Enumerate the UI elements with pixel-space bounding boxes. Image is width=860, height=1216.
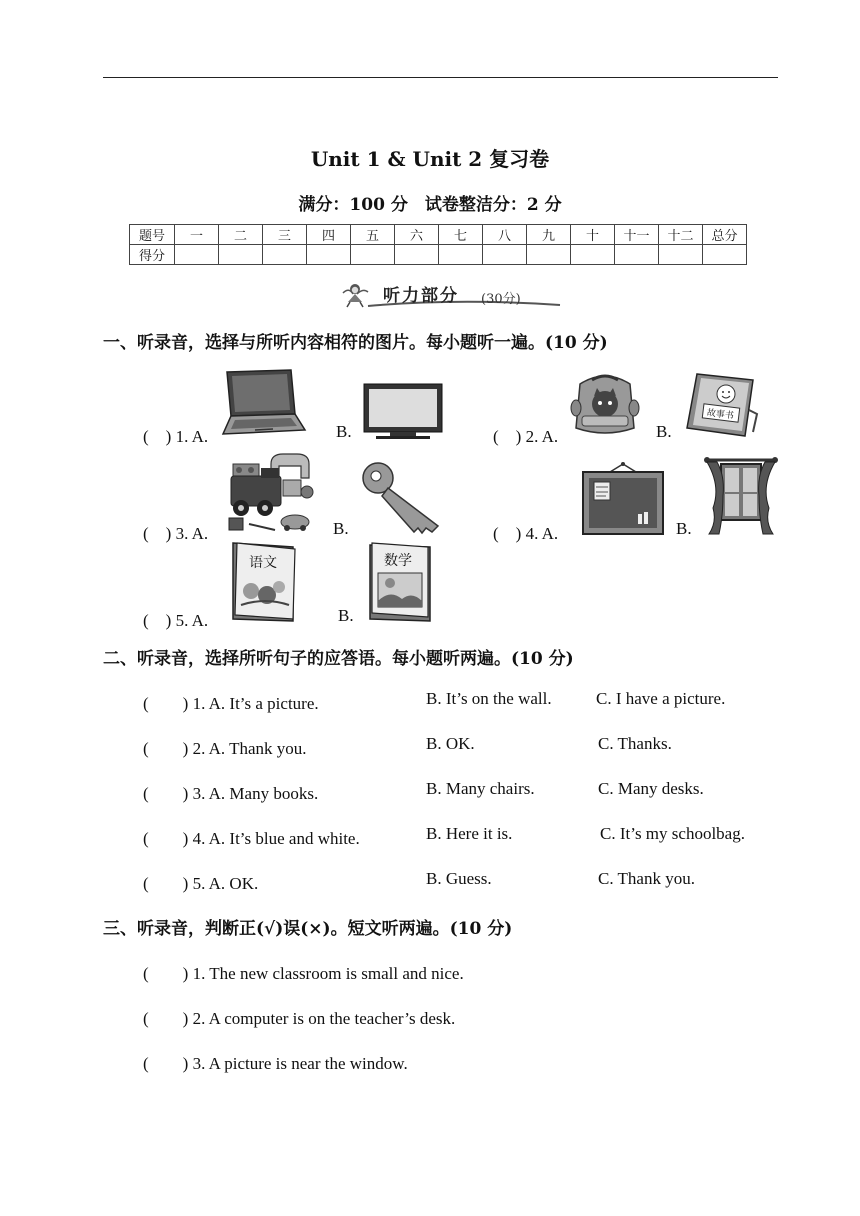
schoolbag-image bbox=[570, 370, 640, 438]
storybook-image bbox=[683, 370, 759, 440]
score-table-header-row bbox=[130, 225, 747, 245]
score-cell[interactable] bbox=[439, 245, 483, 265]
s2-q5-c: C. Thank you. bbox=[598, 869, 695, 888]
page-title: Unit 1 & Unit 2 复习卷 bbox=[310, 147, 550, 171]
table-cell: 八 bbox=[483, 225, 527, 245]
table-cell: 总分 bbox=[703, 225, 747, 245]
s3-q1: ( ) 1. The new classroom is small and nice. bbox=[143, 964, 464, 983]
banner-title: 听力部分 bbox=[383, 286, 459, 306]
top-rule bbox=[103, 77, 778, 78]
s3-q2: ( ) 2. A computer is on the teacher’s desk. bbox=[143, 1009, 456, 1028]
s2-q5-a: ( ) 5. A. OK. bbox=[143, 874, 259, 893]
s2-q1-b: B. It’s on the wall. bbox=[426, 689, 552, 708]
banner-points: (30分) bbox=[481, 292, 521, 307]
s2-q2-c: C. Thanks. bbox=[598, 734, 672, 753]
toys-image bbox=[225, 452, 317, 534]
math-book-text: 数学 bbox=[384, 553, 412, 569]
s2-q3-b: B. Many chairs. bbox=[426, 779, 535, 798]
score-cell[interactable] bbox=[659, 245, 703, 265]
storybook-text: 故事书 bbox=[706, 408, 735, 422]
tv-image bbox=[362, 382, 444, 440]
table-cell: 六 bbox=[395, 225, 439, 245]
score-table bbox=[129, 224, 747, 265]
table-cell: 十一 bbox=[615, 225, 659, 245]
section1-heading: 一、听录音，选择与所听内容相符的图片。每小题听一遍。(10 分) bbox=[103, 333, 608, 353]
score-cell[interactable] bbox=[263, 245, 307, 265]
score-cell[interactable] bbox=[527, 245, 571, 265]
table-cell: 十 bbox=[571, 225, 615, 245]
table-cell: 三 bbox=[263, 225, 307, 245]
s2-q3-a: ( ) 3. A. Many books. bbox=[143, 784, 319, 803]
table-cell: 题号 bbox=[130, 225, 175, 245]
score-cell[interactable] bbox=[615, 245, 659, 265]
score-cell[interactable] bbox=[395, 245, 439, 265]
chinese-book-image bbox=[227, 541, 299, 625]
q2-label: ( ) 2. A. bbox=[493, 427, 559, 446]
q3-label: ( ) 3. A. bbox=[143, 524, 209, 543]
s2-q4-c: C. It’s my schoolbag. bbox=[600, 824, 745, 843]
score-table-score-row bbox=[130, 245, 747, 265]
score-cell[interactable] bbox=[351, 245, 395, 265]
table-cell: 二 bbox=[219, 225, 263, 245]
window-image bbox=[703, 456, 779, 538]
laptop-image bbox=[219, 368, 307, 440]
table-cell: 四 bbox=[307, 225, 351, 245]
table-cell: 九 bbox=[527, 225, 571, 245]
s2-q4-a: ( ) 4. A. It’s blue and white. bbox=[143, 829, 360, 848]
table-cell: 一 bbox=[175, 225, 219, 245]
score-cell[interactable] bbox=[307, 245, 351, 265]
s2-q1-a: ( ) 1. A. It’s a picture. bbox=[143, 694, 319, 713]
chinese-book-text: 语文 bbox=[249, 555, 277, 571]
q1-option-b: B. bbox=[336, 422, 352, 441]
q2-option-b: B. bbox=[656, 422, 672, 441]
score-cell[interactable] bbox=[571, 245, 615, 265]
score-cell[interactable] bbox=[483, 245, 527, 265]
section2-heading: 二、听录音，选择所听句子的应答语。每小题听两遍。(10 分) bbox=[103, 649, 574, 669]
table-cell: 得分 bbox=[130, 245, 175, 265]
s2-q2-a: ( ) 2. A. Thank you. bbox=[143, 739, 307, 758]
listening-banner bbox=[338, 278, 563, 310]
key-image bbox=[360, 458, 444, 536]
q3-option-b: B. bbox=[333, 519, 349, 538]
math-book-image bbox=[364, 541, 436, 625]
s2-q2-b: B. OK. bbox=[426, 734, 475, 753]
q1-label: ( ) 1. A. bbox=[143, 427, 209, 446]
s3-q3: ( ) 3. A picture is near the window. bbox=[143, 1054, 408, 1073]
table-cell: 十二 bbox=[659, 225, 703, 245]
s2-q4-b: B. Here it is. bbox=[426, 824, 513, 843]
score-cell[interactable] bbox=[219, 245, 263, 265]
s2-q5-b: B. Guess. bbox=[426, 869, 492, 888]
table-cell: 五 bbox=[351, 225, 395, 245]
s2-q3-c: C. Many desks. bbox=[598, 779, 704, 798]
q4-label: ( ) 4. A. bbox=[493, 524, 559, 543]
score-cell[interactable] bbox=[175, 245, 219, 265]
fairy-icon bbox=[343, 284, 368, 307]
board-image bbox=[580, 462, 666, 538]
q4-option-b: B. bbox=[676, 519, 692, 538]
s2-q1-c: C. I have a picture. bbox=[596, 689, 726, 708]
score-info: 满分：100 分 试卷整洁分：2 分 bbox=[298, 195, 562, 215]
q5-label: ( ) 5. A. bbox=[143, 611, 209, 630]
section3-heading: 三、听录音，判断正(√)误(×)。短文听两遍。(10 分) bbox=[103, 919, 513, 939]
q5-option-b: B. bbox=[338, 606, 354, 625]
table-cell: 七 bbox=[439, 225, 483, 245]
score-cell[interactable] bbox=[703, 245, 747, 265]
